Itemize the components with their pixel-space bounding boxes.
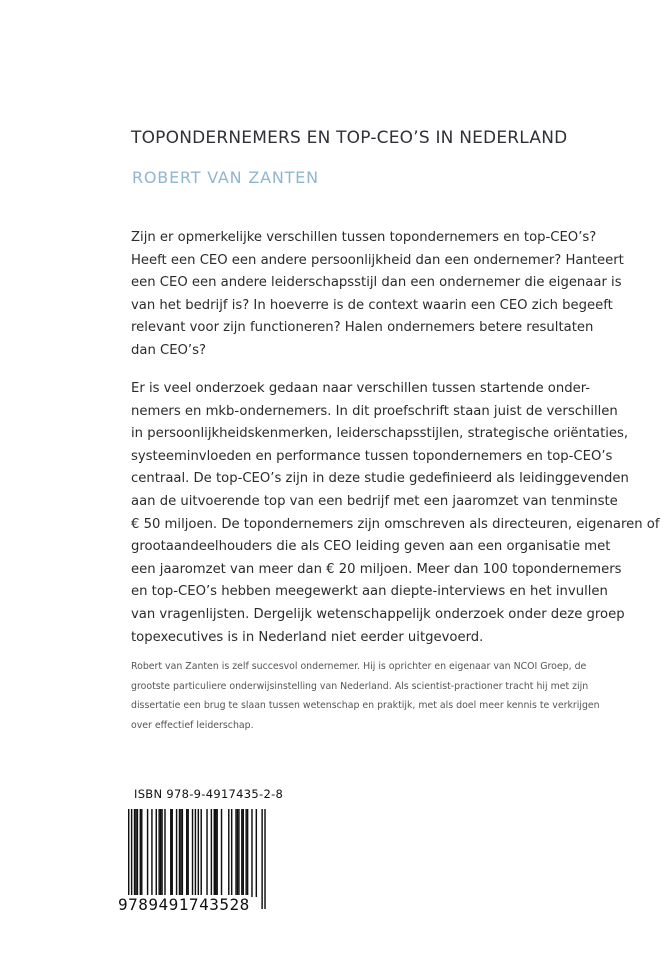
barcode-bar	[247, 809, 248, 897]
text-line: grootaandeelhouders die als CEO leiding geven aan een organisatie met	[131, 539, 611, 555]
barcode-bar	[251, 809, 252, 897]
text-line: een jaaromzet van meer dan € 20 miljoen. Meer dan 100 topondernemers	[131, 561, 622, 577]
barcode-bar	[216, 809, 217, 897]
barcode-bar	[198, 809, 199, 909]
barcode-bar	[264, 809, 265, 909]
barcode-bar	[135, 809, 136, 897]
barcode-bar	[176, 809, 177, 897]
barcode-bar	[128, 809, 129, 909]
barcode-bar	[186, 809, 187, 897]
barcode-bar	[206, 809, 207, 897]
text-line: een CEO een andere leiderschapsstijl dan een ondernemer die eigenaar is	[131, 275, 622, 291]
text-line: in persoonlijkheidskenmerken, leiderschapsstijlen, strategische oriëntaties,	[131, 426, 629, 442]
barcode-bar	[256, 809, 257, 897]
barcode-bar	[221, 809, 222, 897]
author-name: ROBERT VAN ZANTEN	[132, 168, 319, 187]
barcode-bar	[180, 809, 181, 897]
barcode-bar	[164, 809, 165, 897]
book-title: TOPONDERNEMERS EN TOP-CEO’S IN NEDERLAND	[131, 128, 568, 148]
barcode-bar	[160, 809, 161, 897]
barcode-bar	[179, 809, 180, 897]
barcode-bar	[214, 809, 215, 897]
barcode-bar	[195, 809, 196, 909]
text-line: topexecutives is in Nederland niet eerder uitgevoerd.	[131, 629, 484, 645]
text-line: van vragenlijsten. Dergelijk wetenschappelijk onderzoek onder deze groep	[131, 606, 625, 622]
summary-paragraph	[131, 378, 660, 649]
barcode-bar	[187, 809, 188, 897]
text-line: relevant voor zijn functioneren? Halen ondernemers betere resultaten	[131, 320, 594, 336]
barcode-bar	[158, 809, 159, 897]
text-line: en top-CEO’s hebben meegewerkt aan diepte-interviews en het invullen	[131, 584, 608, 600]
barcode-bar	[241, 809, 242, 897]
barcode-number	[118, 895, 250, 914]
barcode-bar	[137, 809, 138, 897]
barcode-bar	[235, 809, 236, 897]
text-line: Heeft een CEO een andere persoonlijkheid dan een ondernemer? Hanteert	[131, 252, 624, 268]
text-line: € 50 miljoen. De topondernemers zijn omschreven als directeuren, eigenaren of	[131, 516, 660, 532]
barcode-bar	[237, 809, 238, 897]
barcode-bar	[141, 809, 142, 897]
text-line: systeeminvloeden en performance tussen topondernemers en top-CEO’s	[131, 448, 613, 464]
barcode-bar	[151, 809, 152, 897]
barcode-bar	[192, 809, 193, 897]
barcode-bar	[243, 809, 244, 897]
barcode-bar	[238, 809, 239, 897]
barcode-bar	[261, 809, 262, 909]
text-line: van het bedrijf is? In hoeverre is de context waarin een CEO zich begeeft	[131, 297, 613, 313]
barcode-digits: 9789491743528	[118, 895, 250, 914]
barcode-bar	[215, 809, 216, 897]
text-line: Zijn er opmerkelijke verschillen tussen topondernemers en top-CEO’s?	[131, 230, 597, 245]
barcode-bar	[156, 809, 157, 897]
text-line: dan CEO’s?	[131, 342, 206, 358]
intro-paragraph	[131, 227, 624, 363]
barcode-bar	[228, 809, 229, 897]
author-bio	[131, 657, 600, 735]
barcode-bar	[147, 809, 148, 897]
barcode-bar	[245, 809, 246, 897]
barcode-bar	[131, 809, 132, 909]
barcode-bar	[172, 809, 173, 897]
barcode-bar	[231, 809, 232, 897]
bio-line: dissertatie een brug te slaan tussen wetenschap en praktijk, met als doel meer kennis te verkrijgen	[131, 700, 600, 711]
barcode-bar	[134, 809, 135, 897]
barcode-bar	[182, 809, 183, 897]
bio-line: over effectief leiderschap.	[131, 719, 254, 731]
barcode-bar	[170, 809, 171, 897]
barcode-bar	[161, 809, 162, 897]
bio-line: Robert van Zanten is zelf succesvol ondernemer. Hij is oprichter en eigenaar van NCOI Groep, de	[131, 661, 587, 672]
barcode-bar	[201, 809, 202, 897]
text-line: centraal. De top-CEO’s zijn in deze studie gedefinieerd als leidinggevenden	[131, 471, 629, 487]
barcode-bar	[140, 809, 141, 897]
text-line: aan de uitvoerende top van een bedrijf met een jaaromzet van tenminste	[131, 493, 618, 509]
bio-line: grootste particuliere onderwijsinstelling van Nederland. Als scientist-practioner tracht hij met zijn	[131, 680, 589, 692]
isbn-label: ISBN 978-9-4917435-2-8	[134, 787, 284, 801]
text-line: nemers en mkb-ondernemers. In dit proefschrift staan juist de verschillen	[131, 403, 618, 419]
text-line: Er is veel onderzoek gedaan naar verschillen tussen startende onder-	[131, 381, 591, 396]
barcode-bar	[211, 809, 212, 897]
